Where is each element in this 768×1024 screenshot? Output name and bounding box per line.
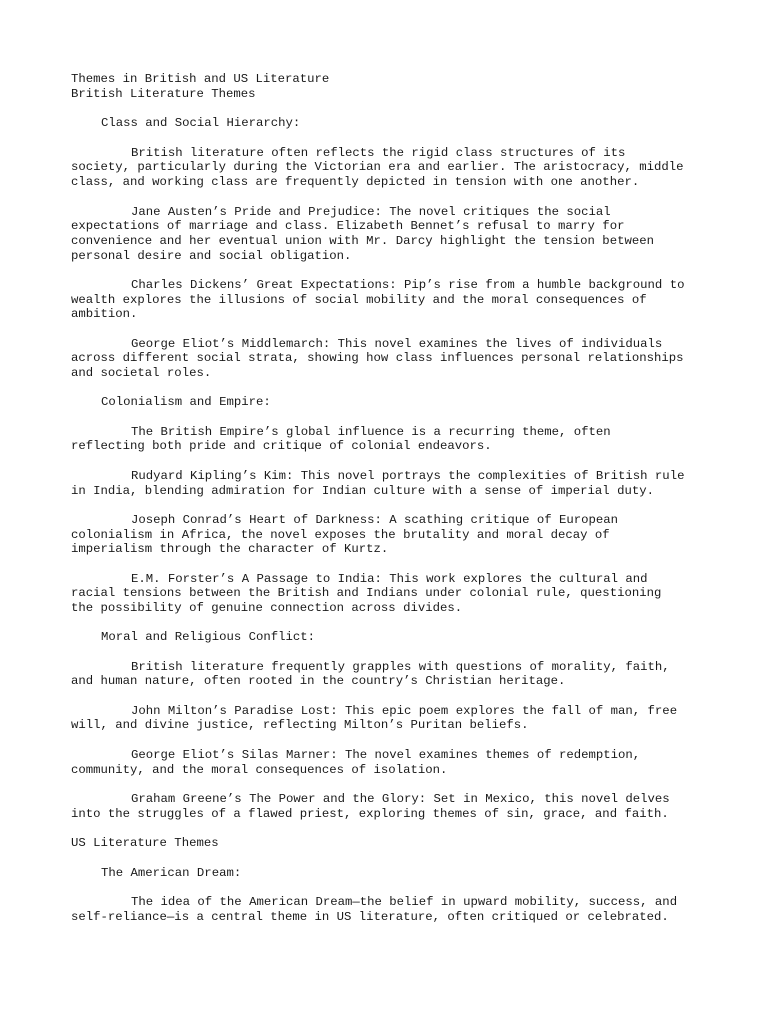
paragraph-line: across different social strata, showing how class influences personal relationships — [71, 351, 684, 365]
subheading-colonial: Colonialism and Empire: — [101, 395, 271, 409]
document-title: Themes in British and US Literature — [71, 72, 330, 86]
paragraph-line: racial tensions between the British and Indians under colonial rule, questioning — [71, 586, 662, 600]
paragraph-line: the possibility of genuine connection across divides. — [71, 601, 463, 615]
paragraph-line: wealth explores the illusions of social mobility and the moral consequences of — [71, 293, 647, 307]
paragraph-line: John Milton’s Paradise Lost: This epic poem explores the fall of man, free — [131, 704, 678, 718]
section-heading-british: British Literature Themes — [71, 87, 256, 101]
paragraph-line: imperialism through the character of Kurtz. — [71, 542, 389, 556]
paragraph-line: society, particularly during the Victorian era and earlier. The aristocracy, middle — [71, 160, 684, 174]
paragraph-line: will, and divine justice, reflecting Milton’s Puritan beliefs. — [71, 718, 529, 732]
paragraph-line: British literature often reflects the rigid class structures of its — [131, 146, 626, 160]
paragraph-line: community, and the moral consequences of isolation. — [71, 763, 448, 777]
paragraph-line: and societal roles. — [71, 366, 212, 380]
subheading-american-dream: The American Dream: — [101, 866, 242, 880]
paragraph-line: in India, blending admiration for Indian culture with a sense of imperial duty. — [71, 484, 654, 498]
paragraph-line: class, and working class are frequently depicted in tension with one another. — [71, 175, 640, 189]
paragraph-line: The British Empire’s global influence is a recurring theme, often — [131, 425, 611, 439]
paragraph-line: self-reliance—is a central theme in US literature, often critiqued or celebrated. — [71, 910, 669, 924]
paragraph-line: Graham Greene’s The Power and the Glory: Set in Mexico, this novel delves — [131, 792, 670, 806]
paragraph-line: colonialism in Africa, the novel exposes the brutality and moral decay of — [71, 528, 610, 542]
paragraph-line: into the struggles of a flawed priest, exploring themes of sin, grace, and faith. — [71, 807, 669, 821]
paragraph-line: reflecting both pride and critique of colonial endeavors. — [71, 439, 492, 453]
section-heading-us: US Literature Themes — [71, 836, 219, 850]
paragraph-line: Charles Dickens’ Great Expectations: Pip’s rise from a humble background to — [131, 278, 685, 292]
paragraph-line: E.M. Forster’s A Passage to India: This work explores the cultural and — [131, 572, 648, 586]
paragraph-line: convenience and her eventual union with Mr. Darcy highlight the tension between — [71, 234, 654, 248]
paragraph-line: The idea of the American Dream—the belief in upward mobility, success, and — [131, 895, 678, 909]
paragraph-line: Rudyard Kipling’s Kim: This novel portrays the complexities of British rule — [131, 469, 685, 483]
paragraph-line: ambition. — [71, 307, 138, 321]
paragraph-line: expectations of marriage and class. Elizabeth Bennet’s refusal to marry for — [71, 219, 625, 233]
subheading-class: Class and Social Hierarchy: — [101, 116, 301, 130]
paragraph-line: personal desire and social obligation. — [71, 249, 352, 263]
paragraph-line: George Eliot’s Silas Marner: The novel examines themes of redemption, — [131, 748, 641, 762]
paragraph-line: Joseph Conrad’s Heart of Darkness: A scathing critique of European — [131, 513, 619, 527]
paragraph-line: British literature frequently grapples with questions of morality, faith, — [131, 660, 670, 674]
subheading-moral: Moral and Religious Conflict: — [101, 630, 316, 644]
paragraph-line: George Eliot’s Middlemarch: This novel examines the lives of individuals — [131, 337, 663, 351]
paragraph-line: and human nature, often rooted in the country’s Christian heritage. — [71, 674, 566, 688]
paragraph-line: Jane Austen’s Pride and Prejudice: The novel critiques the social — [131, 205, 611, 219]
